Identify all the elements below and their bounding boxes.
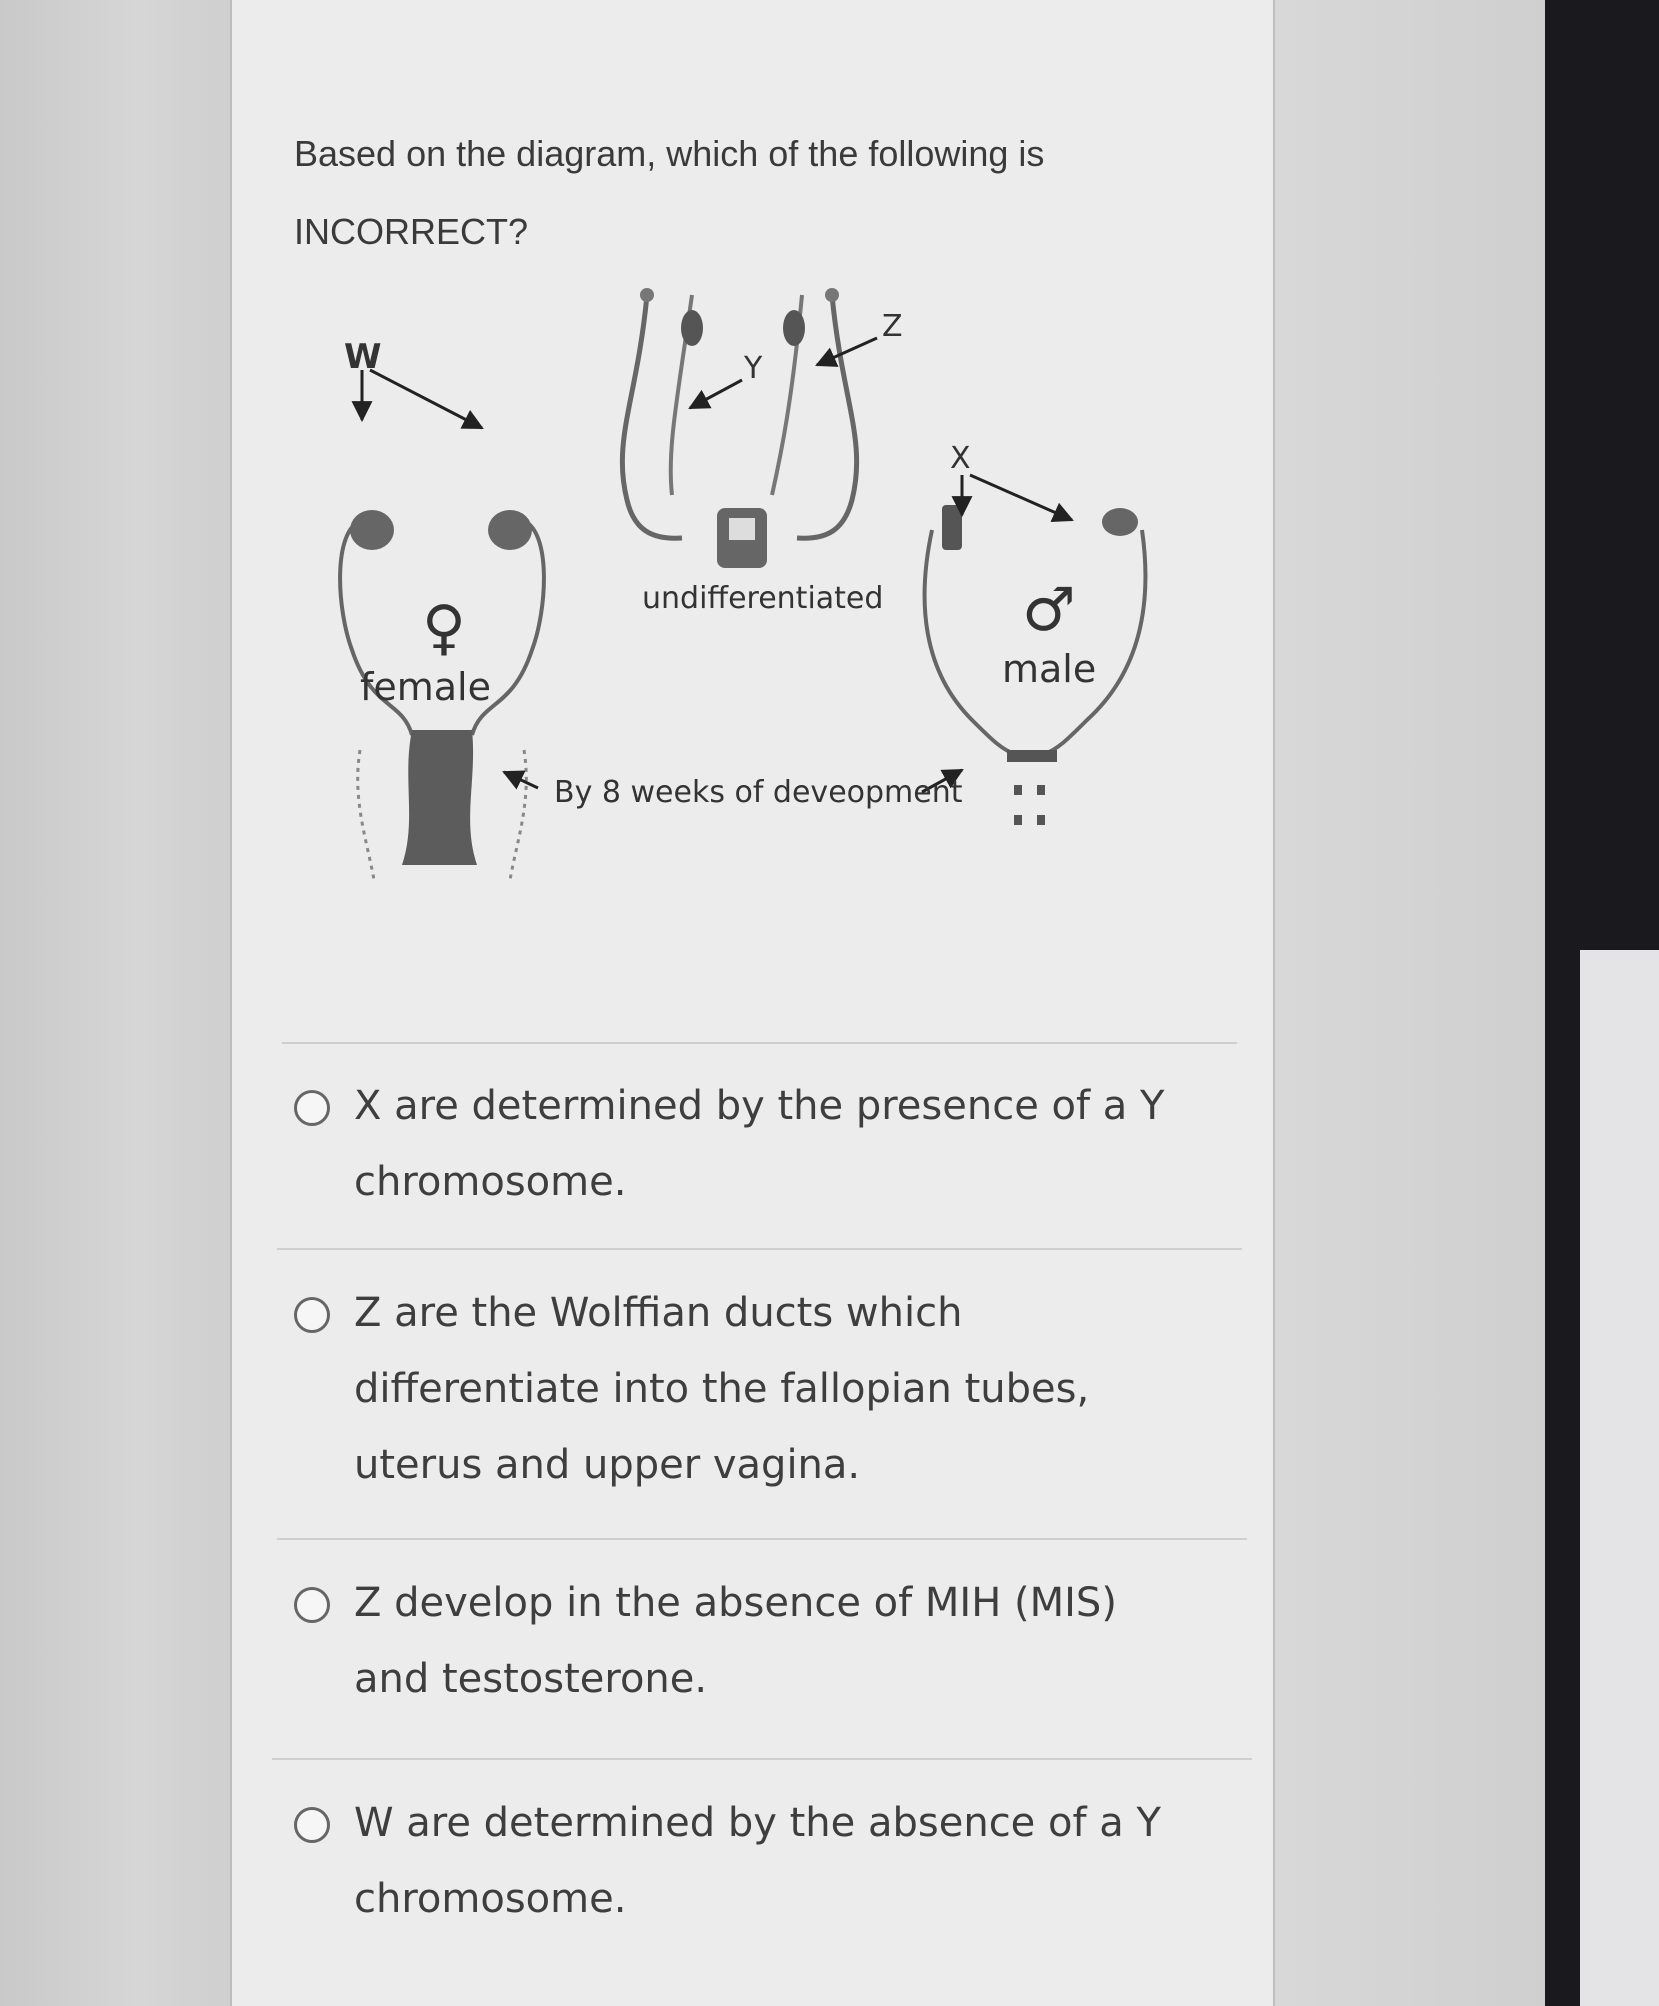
option-text: Z develop in the absence of MIH (MIS) and testosterone. xyxy=(354,1580,1117,1702)
question-text xyxy=(294,115,1194,271)
label-y: Y xyxy=(744,351,763,386)
label-x: X xyxy=(950,441,971,476)
undifferentiated-structure xyxy=(622,288,856,568)
radio-button[interactable] xyxy=(294,1297,330,1333)
diagram-svg xyxy=(282,280,1232,920)
divider xyxy=(272,1758,1252,1760)
radio-button[interactable] xyxy=(294,1587,330,1623)
answer-option[interactable] xyxy=(294,1785,1234,1937)
label-arrows xyxy=(362,338,1072,792)
label-undifferentiated: undifferentiated xyxy=(642,581,884,616)
divider xyxy=(277,1248,1242,1250)
radio-button[interactable] xyxy=(294,1090,330,1126)
reproductive-development-diagram xyxy=(282,280,1232,920)
label-z: Z xyxy=(882,309,903,344)
label-male: male xyxy=(1002,647,1097,691)
background-lower-right xyxy=(1580,950,1659,2006)
option-text: Z are the Wolffian ducts which differentiate into the fallopian tubes, uterus and upper vagina. xyxy=(354,1290,1090,1488)
background-left xyxy=(0,0,230,2006)
question-line-2: INCORRECT? xyxy=(294,211,529,252)
option-text: W are determined by the absence of a Y chromosome. xyxy=(354,1800,1161,1922)
question-line-1: Based on the diagram, which of the following is xyxy=(294,133,1045,174)
male-symbol: ♂ xyxy=(1022,575,1076,645)
question-card xyxy=(230,0,1275,2006)
answer-option[interactable] xyxy=(294,1275,1234,1503)
label-w: W xyxy=(344,337,382,377)
radio-button[interactable] xyxy=(294,1807,330,1843)
caption-8-weeks: By 8 weeks of deveopment xyxy=(554,775,963,810)
female-symbol: ♀ xyxy=(422,593,466,663)
label-female: female xyxy=(360,665,491,709)
answer-option[interactable] xyxy=(294,1068,1234,1220)
divider xyxy=(277,1538,1247,1540)
option-text: X are determined by the presence of a Y chromosome. xyxy=(354,1083,1165,1205)
divider xyxy=(282,1042,1237,1044)
background-right xyxy=(1275,0,1545,2006)
answer-option[interactable] xyxy=(294,1565,1234,1717)
